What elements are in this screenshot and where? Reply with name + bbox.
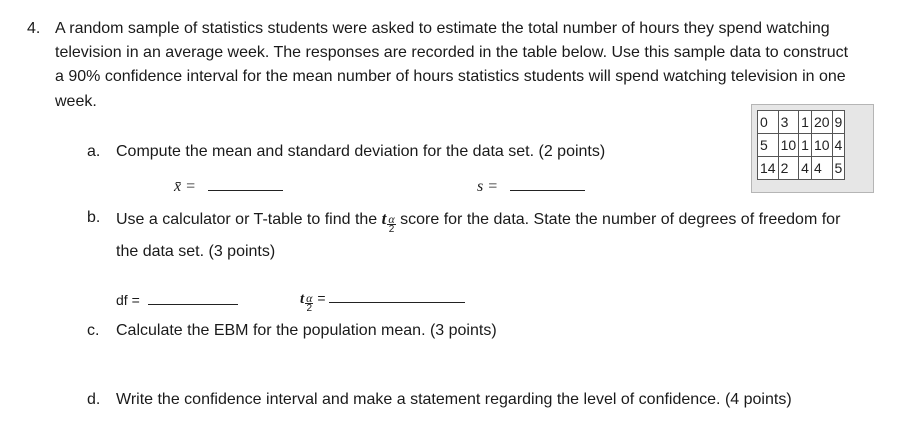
t-score-symbol: t (300, 291, 305, 307)
data-table (751, 104, 874, 193)
mean-symbol: x̄ = (174, 178, 196, 195)
df-answer-blank[interactable] (148, 290, 238, 305)
t-score-equals: = (317, 290, 326, 306)
table-cell: 4 (811, 157, 832, 180)
part-b-text-before: Use a calculator or T-table to find the (116, 211, 378, 228)
alpha-over-two (387, 214, 395, 235)
table-cell: 4 (832, 134, 845, 157)
table-cell: 4 (799, 157, 812, 180)
mean-answer-row (174, 176, 283, 196)
table-cell: 5 (832, 157, 845, 180)
table-row (758, 134, 845, 157)
part-c-label: c. (87, 322, 100, 339)
data-grid (757, 110, 845, 180)
df-answer-row (116, 290, 238, 308)
df-label: df = (116, 292, 140, 308)
part-b-text-line-1 (116, 209, 840, 235)
table-cell: 1 (799, 134, 812, 157)
table-cell: 10 (811, 134, 832, 157)
frac-denominator: 2 (388, 224, 395, 235)
question-line-2: television in an average week. The responses are recorded in the table below. Use this sample data to construct (55, 44, 849, 61)
table-cell: 9 (832, 111, 845, 134)
question-line-1: A random sample of statistics students were asked to estimate the total number of hours they spend watching (55, 20, 830, 37)
part-b-text-line-2: the data set. (3 points) (116, 243, 276, 260)
question-number: 4. (27, 20, 41, 37)
table-cell: 1 (799, 111, 812, 134)
mean-answer-blank[interactable] (208, 176, 283, 191)
part-a-label: a. (87, 143, 101, 160)
table-cell: 2 (778, 157, 799, 180)
part-c-text: Calculate the EBM for the population mean. (3 points) (116, 322, 497, 339)
frac-numerator-small: α (306, 291, 313, 305)
table-cell: 14 (758, 157, 779, 180)
table-cell: 10 (778, 134, 799, 157)
alpha-over-two-small (305, 293, 313, 314)
sd-answer-row (477, 176, 585, 196)
t-score-answer-row (300, 288, 465, 314)
table-cell: 5 (758, 134, 779, 157)
part-b-text-after: score for the data. State the number of degrees of freedom for (400, 211, 841, 228)
frac-numerator: α (388, 212, 395, 226)
part-d-label: d. (87, 391, 101, 408)
table-cell: 3 (778, 111, 799, 134)
table-row (758, 111, 845, 134)
part-a-text: Compute the mean and standard deviation for the data set. (2 points) (116, 143, 606, 160)
t-score-answer-blank[interactable] (329, 288, 465, 303)
question-line-4: week. (55, 93, 97, 110)
sd-symbol: s = (477, 178, 499, 195)
question-line-3: a 90% confidence interval for the mean number of hours statistics students will spend watching television in one (55, 68, 846, 85)
table-row (758, 157, 845, 180)
part-d-text: Write the confidence interval and make a statement regarding the level of confidence. (4 points) (116, 391, 792, 408)
sd-answer-blank[interactable] (510, 176, 585, 191)
frac-denominator-small: 2 (306, 303, 313, 314)
table-cell: 20 (811, 111, 832, 134)
part-b-label: b. (87, 209, 101, 226)
t-symbol: t (381, 209, 387, 228)
table-cell: 0 (758, 111, 779, 134)
